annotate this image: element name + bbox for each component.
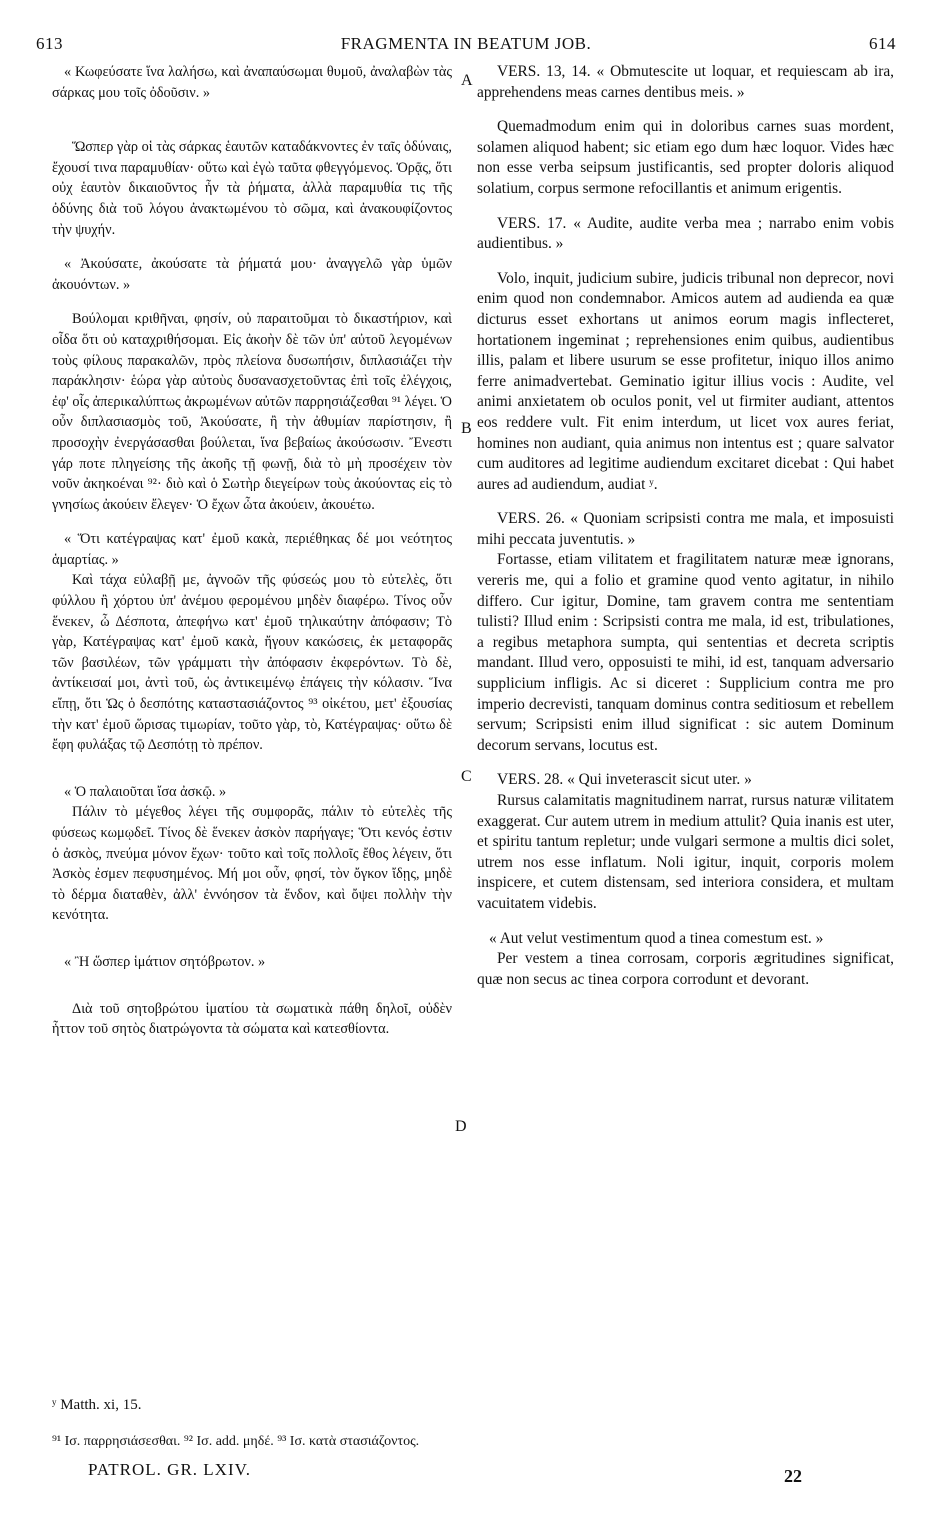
page-number-left: 613 [36, 34, 63, 53]
greek-verse-28: « Ὁ παλαιοῦται ἴσα ἀσκῷ. » [64, 783, 227, 800]
greek-verse-13-14: « Κωφεύσατε ἵνα λαλήσω, καὶ ἀναπαύσωμαι θυμοῦ, ἀναλαβὼν τὰς σάρκας μου τοῖς ὀδοῦσιν. » [52, 64, 452, 101]
margin-letter-c: C [461, 768, 472, 785]
gathering-number: 22 [784, 1466, 802, 1486]
margin-letter-b: B [461, 420, 472, 437]
footnote-reference: ʸ Matth. xi, 15. [52, 1397, 142, 1413]
page-header [36, 34, 896, 56]
latin-commentary-26: Fortasse, etiam vilitatem et fragilitatem naturæ meæ ignorans, vereris me, qui a folio et gramine quod vento agitatur, in nihilo differo. Cur igitur, Domine, tam gravem contra me sententiam tulisti? Illud enim : Scripsisti contra me mala, id est, tribulationes, a regibus metaphora sumpta, qui sententias et decreta scriptis mandant. Illud vero, opposuisti te mihi, id est, tanquam adversario supplicium infligis. Ac si diceret : Supplicium contra me pro imperio decrevisti, tanquam dominus contra seditiosum et rebellem servum; Scripsisti enim illud significat : sic autem Dominum decorum servans, locutus est. [477, 551, 894, 754]
greek-verse-26: « Ὅτι κατέγραψας κατ' ἐμοῦ κακὰ, περιέθηκας δέ μοι νεότητος ἁμαρτίας. » [52, 531, 452, 568]
latin-commentary-17: Volo, inquit, judicium subire, judicis tribunal non deprecor, novi enim quod non condemnabor. Amicos autem ad audienda ea quæ dicturus esset exhortans ut animos eorum magis inflecteret, hortationem ingeminat ; reprehensiones enim quibus, audientibus illis, palam et libere usurum se esse profitetur, iniquo illos animo ferre animadvertebat. Geminatio igitur illius vocis : Audite, vel animi anxietatem ob oculos ponit, vel ut firmiter audiant, attentos eos reddere vult. Fit enim interdum, ut licet vox aures feriat, homines non audiant, quia animus non intentus est ; quare salvator cum auditores ad legitime audiendum excitaret dicebat : Qui habet aures ad audiendum, audiat ʸ. [477, 269, 894, 493]
latin-column [477, 62, 894, 1392]
latin-verse-17: VERS. 17. « Audite, audite verba mea ; narrabo enim vobis audientibus. » [477, 214, 894, 253]
page-number-right: 614 [869, 34, 896, 53]
greek-verse-28b: « Ἢ ὥσπερ ἱμάτιον σητόβρωτον. » [64, 953, 266, 970]
source-signature: PATROL. GR. LXIV. [88, 1460, 251, 1479]
greek-column [52, 62, 452, 1392]
latin-verse-28: VERS. 28. « Qui inveterascit sicut uter. » [497, 771, 752, 789]
margin-letter-a: A [461, 72, 473, 89]
footnote-variants: ⁹¹ Ισ. παρρησιάσεσθαι. ⁹² Ισ. add. μηδέ. ⁹³ Ισ. κατὰ στασιάζοντος. [52, 1434, 420, 1449]
greek-commentary-17: Βούλομαι κριθῆναι, φησίν, οὐ παραιτοῦμαι τὸ δικαστήριον, καὶ οἶδα ὅτι οὐ καταχριθήσομαι. Εἰς ἀκοὴν δὲ τῶν ὑπ' αὐτοῦ λεγομένων τοὺς φίλους παρακαλῶν, πρὸς πλείονα δυσωπήσιν, διπλασιάζει τὴν παράκλησιν· ἑώρα γὰρ αὐτοὺς δυσανασχετοῦντας ἐπὶ τοῖς ἐλέγχοις, ἐφ' οἷς ἀπερικαλύπτως ἀκρωμένων αὐτῶν παρρησιάζεσθαι ⁹¹ λέγει. Ὁ οὖν διπλασιασμὸς τοῦ, Ἀκούσατε, ἢ τὴν ἀθυμίαν παρίστησιν, ἢ προσοχὴν ἐνεργάσασθαι βούλεται, ἵνα βεβαίως ἀκούσωσιν. Ἔνεστι γάρ ποτε πληγείσης τῆς ἀκοῆς τῇ φωνῇ, διὰ τὸ μὴ προσέχειν τὸν νοῦν ἀκηκοέναι ⁹²· διὸ καὶ ὁ Σωτὴρ διεγείρων τοὺς ἀκούοντας εἰς τὸ γνησίως ἀκούειν ἔλεγεν· Ὁ ἔχων ὦτα ἀκούειν, ἀκουέτω. [52, 311, 452, 513]
latin-commentary-28: Rursus calamitatis magnitudinem narrat, rursus naturæ vilitatem exaggerat. Cur autem utrem in medium attulit? Quia inanis est uter, et spiritu tantum repletur; unde vulgari sermone a multis dici solet, utrem nos esse inflatum. Noli igitur, inquit, corporis molem inspicere, et cutem distensam, sed interiora considera, et multam vacuitatem videbis. [477, 792, 894, 912]
latin-verse-28b: « Aut velut vestimentum quod a tinea comestum est. » [489, 929, 824, 947]
latin-commentary-13-14: Quemadmodum enim qui in doloribus carnes suas mordent, solamen aliquod habent; sic etiam ego dum hæc loquor. Vides hæc non esse verba seipsum justificantis, sed propter doloris aliquod solatium, corpus sermone refocillantis et animum erigentis. [477, 118, 894, 197]
greek-commentary-28b: Διὰ τοῦ σητοβρώτου ἱματίου τὰ σωματικὰ πάθη δηλοῖ, οὐδὲν ἧττον τοῦ σητὸς διατρώγοντα τὰ σώματα καὶ κατεσθίοντα. [52, 1000, 452, 1038]
latin-verse-13-14: VERS. 13, 14. « Obmutescite ut loquar, et requiescam ab ira, apprehendens meas carnes dentibus meis. » [477, 63, 894, 101]
latin-commentary-28b: Per vestem a tinea corrosam, corporis ægritudines significat, quæ non secus ac tinea corpora corrodunt et devorant. [477, 950, 894, 988]
greek-commentary-13-14: Ὥσπερ γὰρ οἱ τὰς σάρκας ἑαυτῶν καταδάκνοντες ἐν ταῖς ὀδύναις, ἔχουσί τινα παραμυθίαν· οὕτω καὶ ἐγὼ ταῦτα φθεγγόμενος. Ὁρᾷς, ὅτι οὐχ ἑαυτὸν δικαιοῦντος ἦν τὰ ῥήματα, ἀλλὰ παραμυθία τις τῆς ὀδύνης διὰ τοῦ λόγου ἀνακτωμένου τὸ σῶμα, καὶ ἀνακουφίζοντος τὴν ψυχήν. [52, 139, 452, 238]
running-title: FRAGMENTA IN BEATUM JOB. [340, 34, 592, 53]
margin-letter-d: D [455, 1118, 467, 1135]
greek-commentary-28: Πάλιν τὸ μέγεθος λέγει τῆς συμφορᾶς, πάλιν τὸ εὐτελὲς τῆς φύσεως κωμῳδεῖ. Τίνος δὲ ἕνεκεν ἀσκὸν παρήγαγε; Ὅτι κενός ἐστιν ὁ ἀσκὸς, πνεύμα μόνον ἔχων· τοῦτο καὶ τοῖς πολλοῖς ἔθος λέγειν, ὅτι Ἀσκὸς ἐσμεν πεφυσημένος. Μή μοι οὖν, φησί, τὸν ὄγκον ἴδῃς, μηδὲ τὸ δέρμα διαταθὲν, ἀλλ' ἐννόησον τὰ ἔνδον, καὶ ὄψει πολλὴν τὴν κενότητα. [52, 804, 452, 924]
greek-verse-17: « Ἀκούσατε, ἀκούσατε τὰ ῥήματά μου· ἀναγγελῶ γὰρ ὑμῶν ἀκουόντων. » [52, 256, 452, 293]
latin-verse-26: VERS. 26. « Quoniam scripsisti contra me mala, et imposuisti mihi peccata juventutis. » [477, 510, 894, 548]
greek-commentary-26: Καὶ τάχα εὐλαβῇ με, ἀγνοῶν τῆς φύσεώς μου τὸ εὐτελὲς, ὅτι φύλλου ἢ χόρτου ὑπ' ἀνέμου φερομένου μηδὲν διαφέρω. Τίνος οὖν ἕνεκεν, ὦ Δέσποτα, ἀπεφήνω κατ' ἐμοῦ τηλικαύτην ἀπόφασιν; Τὸ γὰρ, Κατέγραψας κατ' ἐμοῦ κακὰ, ἤγουν κακώσεις, ἐκ μεταφορᾶς τῶν βασιλέων, τῶν γράμματι τὴν ἀπόφασιν ἐκφερόντων. Τὸ δὲ, ἀντίκεισαί μοι, ἀντὶ τοῦ, ὡς ἀντικειμένῳ ἐπάγεις τὴν κόλασιν. Ἵνα εἴπῃ, ὅτι Ὡς ὁ δεσπότης καταστασιάζοντος ⁹³ οἰκέτου, μετ' ἐξουσίας τὴν κατ' ἐμοῦ ὥρισας τιμωρίαν, τοῦτο γὰρ, τὸ, Κατέγραψας· οὕτω δὲ ἔφη φυλάξας τῷ Δεσπότῃ τὸ πρέπον. [52, 572, 452, 754]
